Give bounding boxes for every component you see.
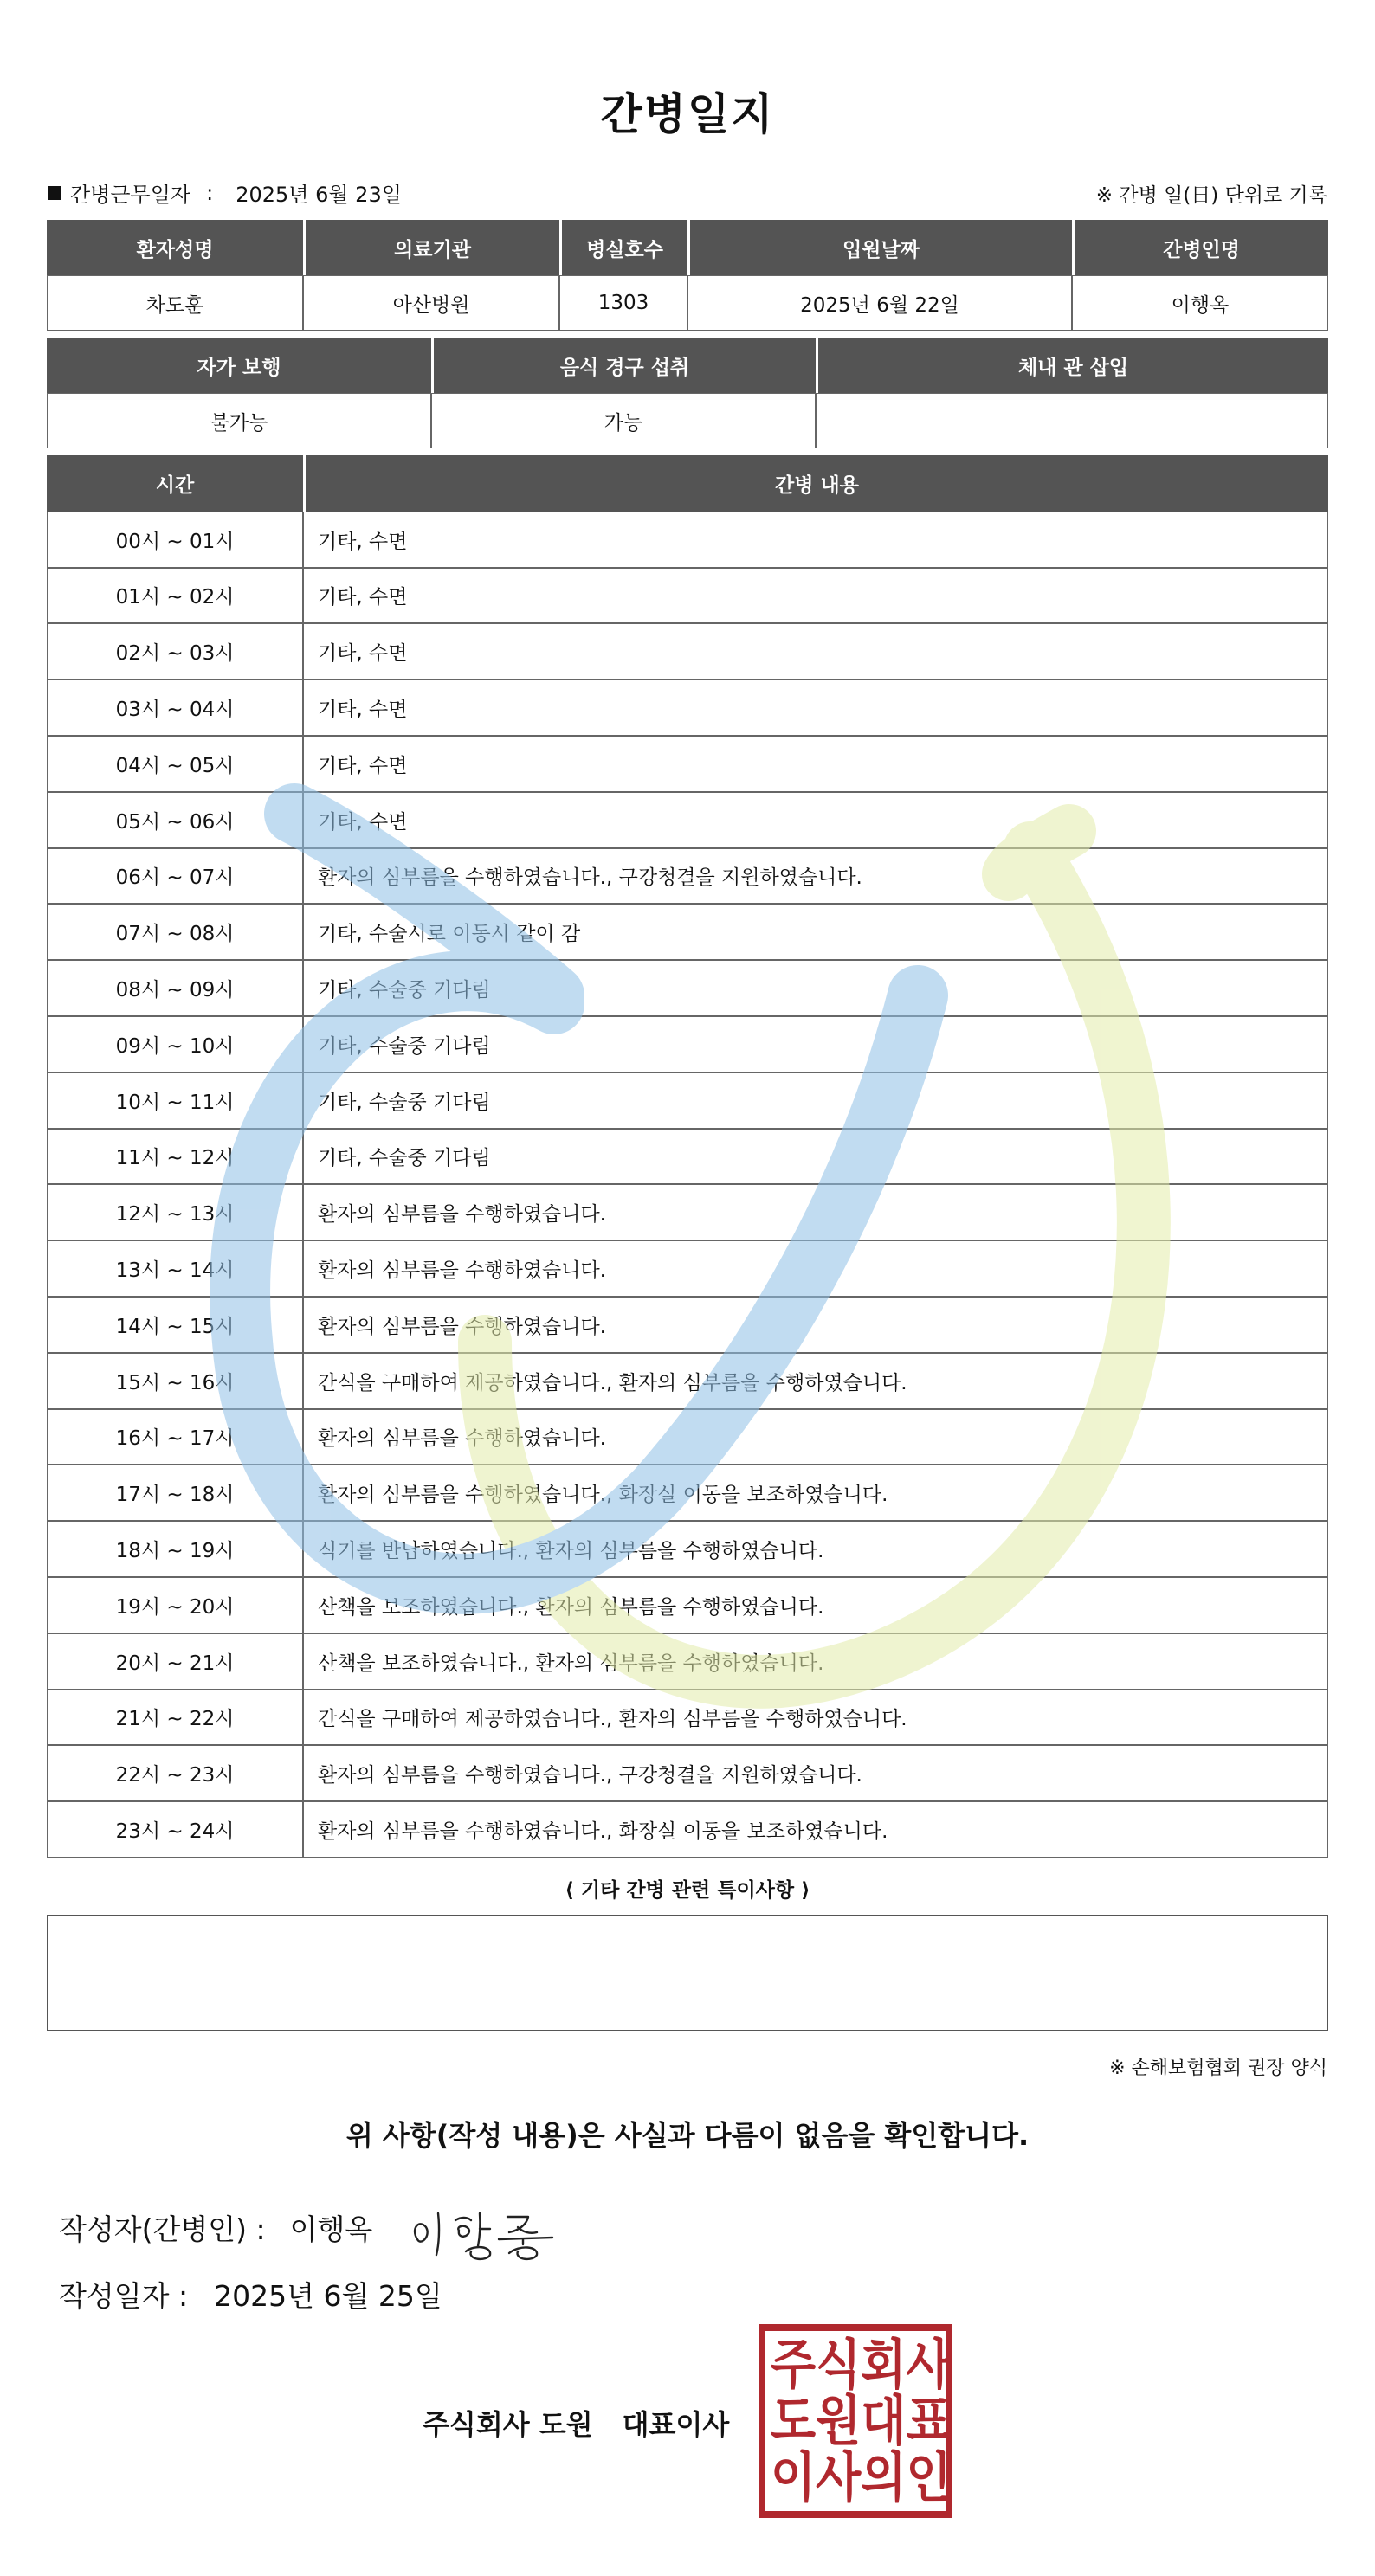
handwritten-signature-icon	[407, 2194, 563, 2264]
log-content-cell: 기타, 수면	[303, 623, 1328, 679]
seal-char: 회	[861, 2332, 907, 2396]
table-row	[47, 736, 1328, 792]
representative-title: 대표이사	[622, 2408, 730, 2441]
record-note: ※ 간병 일(日) 단위로 기록	[1095, 184, 1327, 207]
patient-value-row	[47, 275, 1328, 331]
table-row	[47, 848, 1328, 905]
log-content-cell: 기타, 수면	[303, 679, 1328, 736]
caregiver-name: 이행옥	[1072, 275, 1328, 331]
written-date-row	[59, 2274, 442, 2315]
table-row	[47, 1801, 1328, 1858]
status-value-row	[47, 393, 1328, 448]
care-log-body	[47, 512, 1328, 1858]
log-content-cell: 기타, 수술중 기다림	[303, 1016, 1328, 1072]
log-content-cell: 환자의 심부름을 수행하였습니다., 화장실 이동을 보조하였습니다.	[303, 1465, 1328, 1521]
log-content-cell: 환자의 심부름을 수행하였습니다.	[303, 1240, 1328, 1297]
hospital-name: 아산병원	[303, 275, 559, 331]
log-time-cell: 16시 ~ 17시	[47, 1409, 303, 1465]
header-hospital: 의료기관	[303, 220, 559, 275]
log-time-cell: 18시 ~ 19시	[47, 1521, 303, 1577]
seal-char: 주	[771, 2332, 817, 2396]
written-date-value: 2025년 6월 25일	[214, 2279, 442, 2313]
writer-name: 이행옥	[289, 2212, 373, 2246]
special-notes-box	[47, 1915, 1328, 2031]
seal-char: 대	[861, 2389, 907, 2452]
log-time-cell: 06시 ~ 07시	[47, 848, 303, 905]
table-row	[47, 679, 1328, 736]
log-content-cell: 기타, 수면	[303, 792, 1328, 848]
log-content-cell: 산책을 보조하였습니다., 환자의 심부름을 수행하였습니다.	[303, 1577, 1328, 1633]
header-room-number: 병실호수	[559, 220, 688, 275]
special-notes-title: ⟨ 기타 간병 관련 특이사항 ⟩	[565, 1879, 810, 1902]
log-content-cell: 기타, 수면	[303, 512, 1328, 568]
company-signature-line	[423, 2403, 729, 2443]
document-title: 간병일지	[600, 89, 775, 139]
log-content-cell: 환자의 심부름을 수행하였습니다.	[303, 1184, 1328, 1240]
status-header-row	[47, 338, 1328, 393]
log-time-cell: 02시 ~ 03시	[47, 623, 303, 679]
log-time-cell: 17시 ~ 18시	[47, 1465, 303, 1521]
seal-char: 사	[906, 2332, 952, 2396]
care-log-table	[47, 455, 1328, 1858]
table-row	[47, 1016, 1328, 1072]
log-time-cell: 23시 ~ 24시	[47, 1801, 303, 1858]
confirmation-statement: 위 사항(작성 내용)은 사실과 다름이 없음을 확인합니다.	[345, 2119, 1030, 2152]
oral-intake-value: 가능	[431, 393, 816, 448]
table-row	[47, 904, 1328, 960]
header-self-walking: 자가 보행	[47, 338, 431, 393]
work-date	[48, 177, 402, 208]
log-time-cell: 13시 ~ 14시	[47, 1240, 303, 1297]
log-time-cell: 01시 ~ 02시	[47, 568, 303, 624]
log-time-cell: 00시 ~ 01시	[47, 512, 303, 568]
bullet-square-icon	[48, 186, 61, 200]
log-content-cell: 간식을 구매하여 제공하였습니다., 환자의 심부름을 수행하였습니다.	[303, 1690, 1328, 1746]
log-time-cell: 08시 ~ 09시	[47, 960, 303, 1016]
header-admission-date: 입원날짜	[688, 220, 1072, 275]
log-time-cell: 10시 ~ 11시	[47, 1072, 303, 1129]
log-time-cell: 12시 ~ 13시	[47, 1184, 303, 1240]
log-content-cell: 산책을 보조하였습니다., 환자의 심부름을 수행하였습니다.	[303, 1633, 1328, 1690]
log-time-cell: 11시 ~ 12시	[47, 1129, 303, 1185]
header-tube-insertion: 체내 관 삽입	[816, 338, 1328, 393]
table-row	[47, 1577, 1328, 1633]
table-row	[47, 568, 1328, 624]
seal-characters	[771, 2332, 952, 2508]
table-row	[47, 1745, 1328, 1801]
log-content-cell: 기타, 수술중 기다림	[303, 1129, 1328, 1185]
header-care-content: 간병 내용	[303, 455, 1328, 512]
self-walking-value: 불가능	[47, 393, 431, 448]
table-row	[47, 1521, 1328, 1577]
log-content-cell: 환자의 심부름을 수행하였습니다.	[303, 1297, 1328, 1353]
header-oral-intake: 음식 경구 섭취	[431, 338, 816, 393]
seal-char: 표	[906, 2389, 952, 2452]
tube-insertion-value	[816, 393, 1328, 448]
table-row	[47, 1184, 1328, 1240]
written-date-label: 작성일자 :	[59, 2279, 189, 2313]
log-time-cell: 21시 ~ 22시	[47, 1690, 303, 1746]
table-row	[47, 960, 1328, 1016]
seal-char: 식	[816, 2332, 862, 2396]
admission-date: 2025년 6월 22일	[688, 275, 1072, 331]
log-content-cell: 환자의 심부름을 수행하였습니다., 구강청결을 지원하였습니다.	[303, 848, 1328, 905]
log-time-cell: 15시 ~ 16시	[47, 1353, 303, 1409]
company-name: 주식회사 도원	[423, 2408, 593, 2441]
patient-header-row	[47, 220, 1328, 275]
work-date-value: 2025년 6월 23일	[236, 183, 402, 207]
log-content-cell: 환자의 심부름을 수행하였습니다., 구강청결을 지원하였습니다.	[303, 1745, 1328, 1801]
header-patient-name: 환자성명	[47, 220, 303, 275]
seal-char: 도	[771, 2389, 817, 2452]
seal-char: 인	[906, 2445, 952, 2508]
work-date-colon: :	[206, 180, 214, 205]
log-time-cell: 14시 ~ 15시	[47, 1297, 303, 1353]
log-content-cell: 기타, 수술중 기다림	[303, 960, 1328, 1016]
log-content-cell: 환자의 심부름을 수행하였습니다., 화장실 이동을 보조하였습니다.	[303, 1801, 1328, 1858]
table-row	[47, 1072, 1328, 1129]
log-content-cell: 환자의 심부름을 수행하였습니다.	[303, 1409, 1328, 1465]
log-content-cell: 기타, 수면	[303, 736, 1328, 792]
table-row	[47, 1297, 1328, 1353]
log-content-cell: 기타, 수면	[303, 568, 1328, 624]
table-row	[47, 1633, 1328, 1690]
log-time-cell: 05시 ~ 06시	[47, 792, 303, 848]
table-row	[47, 1240, 1328, 1297]
log-time-cell: 03시 ~ 04시	[47, 679, 303, 736]
header-caregiver-name: 간병인명	[1072, 220, 1328, 275]
seal-char: 의	[861, 2445, 907, 2508]
log-time-cell: 04시 ~ 05시	[47, 736, 303, 792]
table-row	[47, 792, 1328, 848]
log-content-cell: 간식을 구매하여 제공하였습니다., 환자의 심부름을 수행하였습니다.	[303, 1353, 1328, 1409]
seal-char: 이	[771, 2445, 817, 2508]
table-row	[47, 1690, 1328, 1746]
patient-name: 차도훈	[47, 275, 303, 331]
table-row	[47, 1129, 1328, 1185]
log-content-cell: 식기를 반납하였습니다., 환자의 심부름을 수행하였습니다.	[303, 1521, 1328, 1577]
log-time-cell: 07시 ~ 08시	[47, 904, 303, 960]
company-seal-stamp	[759, 2324, 952, 2518]
table-row	[47, 512, 1328, 568]
form-note: ※ 손해보험협회 권장 양식	[1109, 2058, 1327, 2079]
log-content-cell: 기타, 수술시로 이동시 같이 감	[303, 904, 1328, 960]
table-row	[47, 1353, 1328, 1409]
patient-info-table	[47, 220, 1328, 331]
writer-row	[59, 2207, 372, 2248]
patient-status-table	[47, 338, 1328, 448]
log-time-cell: 09시 ~ 10시	[47, 1016, 303, 1072]
work-date-label: 간병근무일자	[70, 183, 191, 207]
log-header-row	[47, 455, 1328, 512]
table-row	[47, 1409, 1328, 1465]
table-row	[47, 1465, 1328, 1521]
seal-char: 사	[816, 2445, 862, 2508]
seal-char: 원	[816, 2389, 862, 2452]
room-number: 1303	[559, 275, 688, 331]
log-time-cell: 22시 ~ 23시	[47, 1745, 303, 1801]
table-row	[47, 623, 1328, 679]
writer-label: 작성자(간병인) :	[59, 2212, 266, 2246]
log-time-cell: 19시 ~ 20시	[47, 1577, 303, 1633]
log-content-cell: 기타, 수술중 기다림	[303, 1072, 1328, 1129]
header-time: 시간	[47, 455, 303, 512]
log-time-cell: 20시 ~ 21시	[47, 1633, 303, 1690]
